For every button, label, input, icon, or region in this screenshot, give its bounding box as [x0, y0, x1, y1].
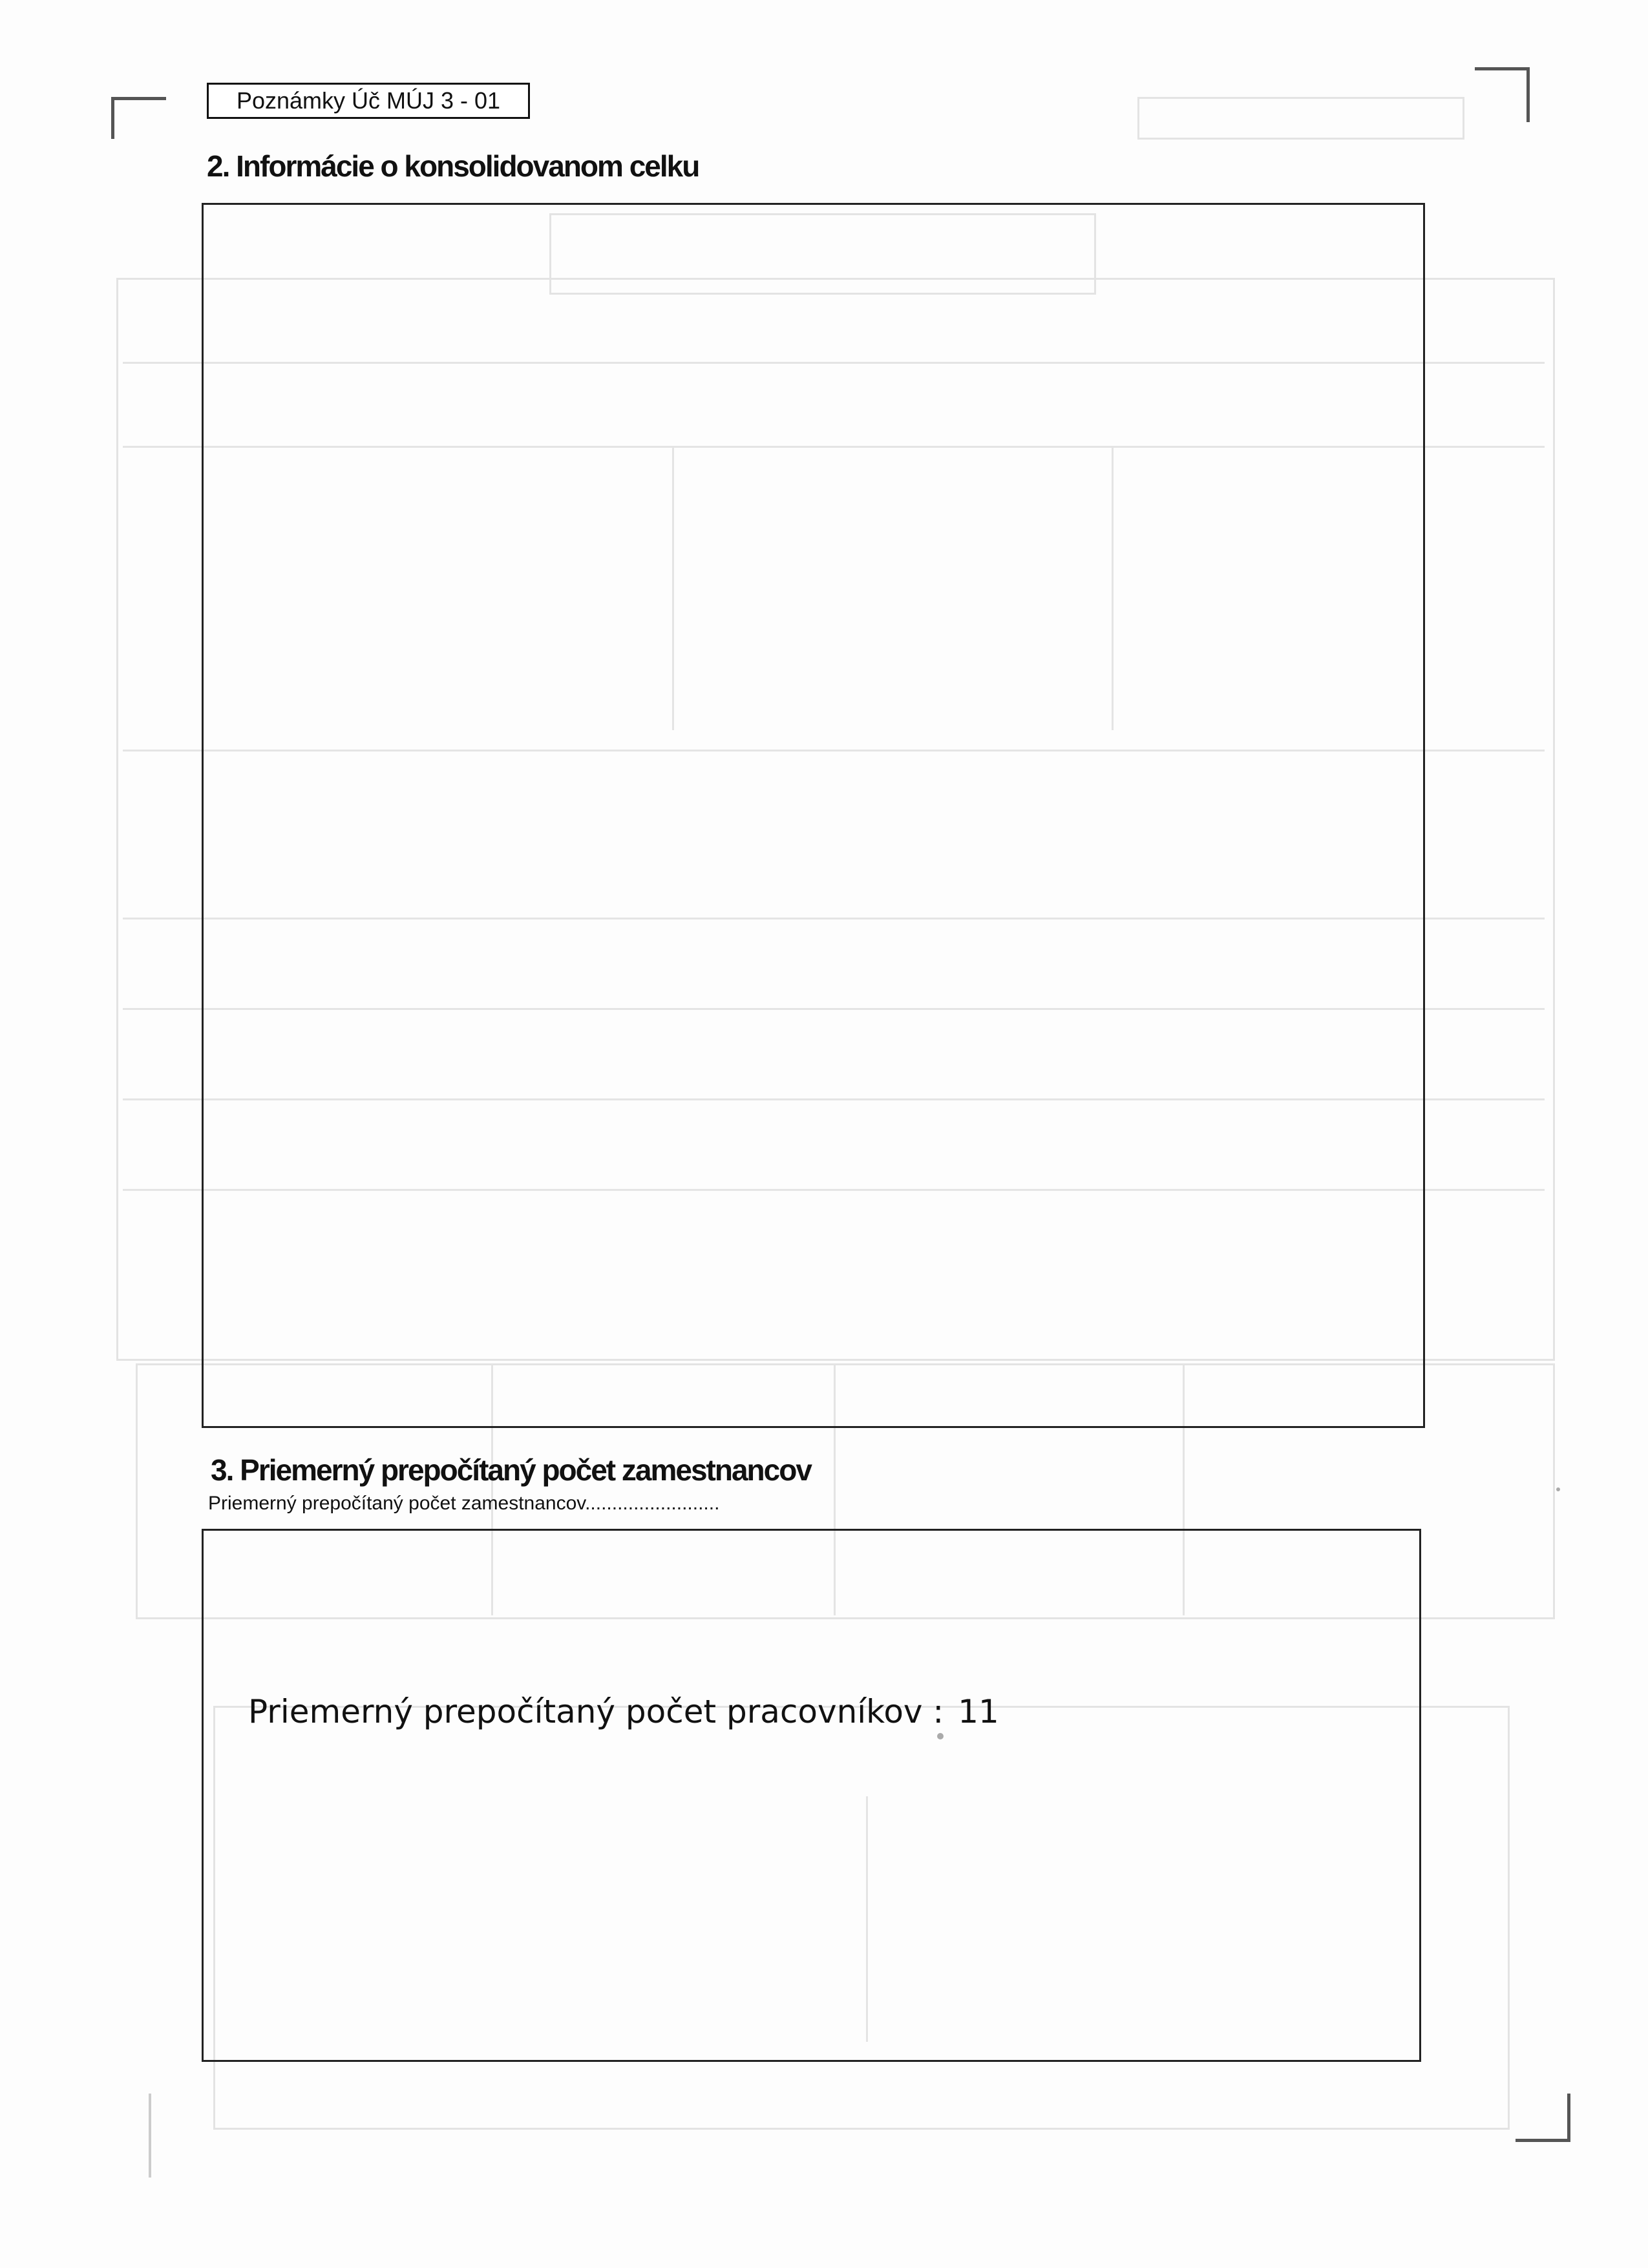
- scan-speck: [937, 1733, 944, 1739]
- corner-mark-top-left: [111, 97, 166, 139]
- section-3-subtitle: Priemerný prepočítaný počet zamestnancov.........................: [208, 1493, 720, 1514]
- section-3-title: 3. Priemerný prepočítaný počet zamestnancov: [211, 1453, 811, 1487]
- section-3-content-box: [202, 1529, 1421, 2062]
- corner-mark-bottom-right: [1516, 2094, 1570, 2142]
- ghost-header-box: [1137, 97, 1464, 140]
- form-code-label: Poznámky Úč MÚJ 3 - 01: [207, 83, 530, 119]
- section-2-content-box: [202, 203, 1425, 1428]
- corner-mark-bottom-left: [149, 2094, 177, 2178]
- employee-count-label: Priemerný prepočítaný počet pracovníkov :: [248, 1693, 944, 1730]
- section-2-title: 2. Informácie o konsolidovanom celku: [207, 149, 699, 183]
- employee-count-value: 11: [958, 1693, 999, 1730]
- scan-speck: [1556, 1487, 1560, 1491]
- corner-mark-top-right: [1475, 67, 1530, 122]
- employee-count-line: [248, 1693, 999, 1730]
